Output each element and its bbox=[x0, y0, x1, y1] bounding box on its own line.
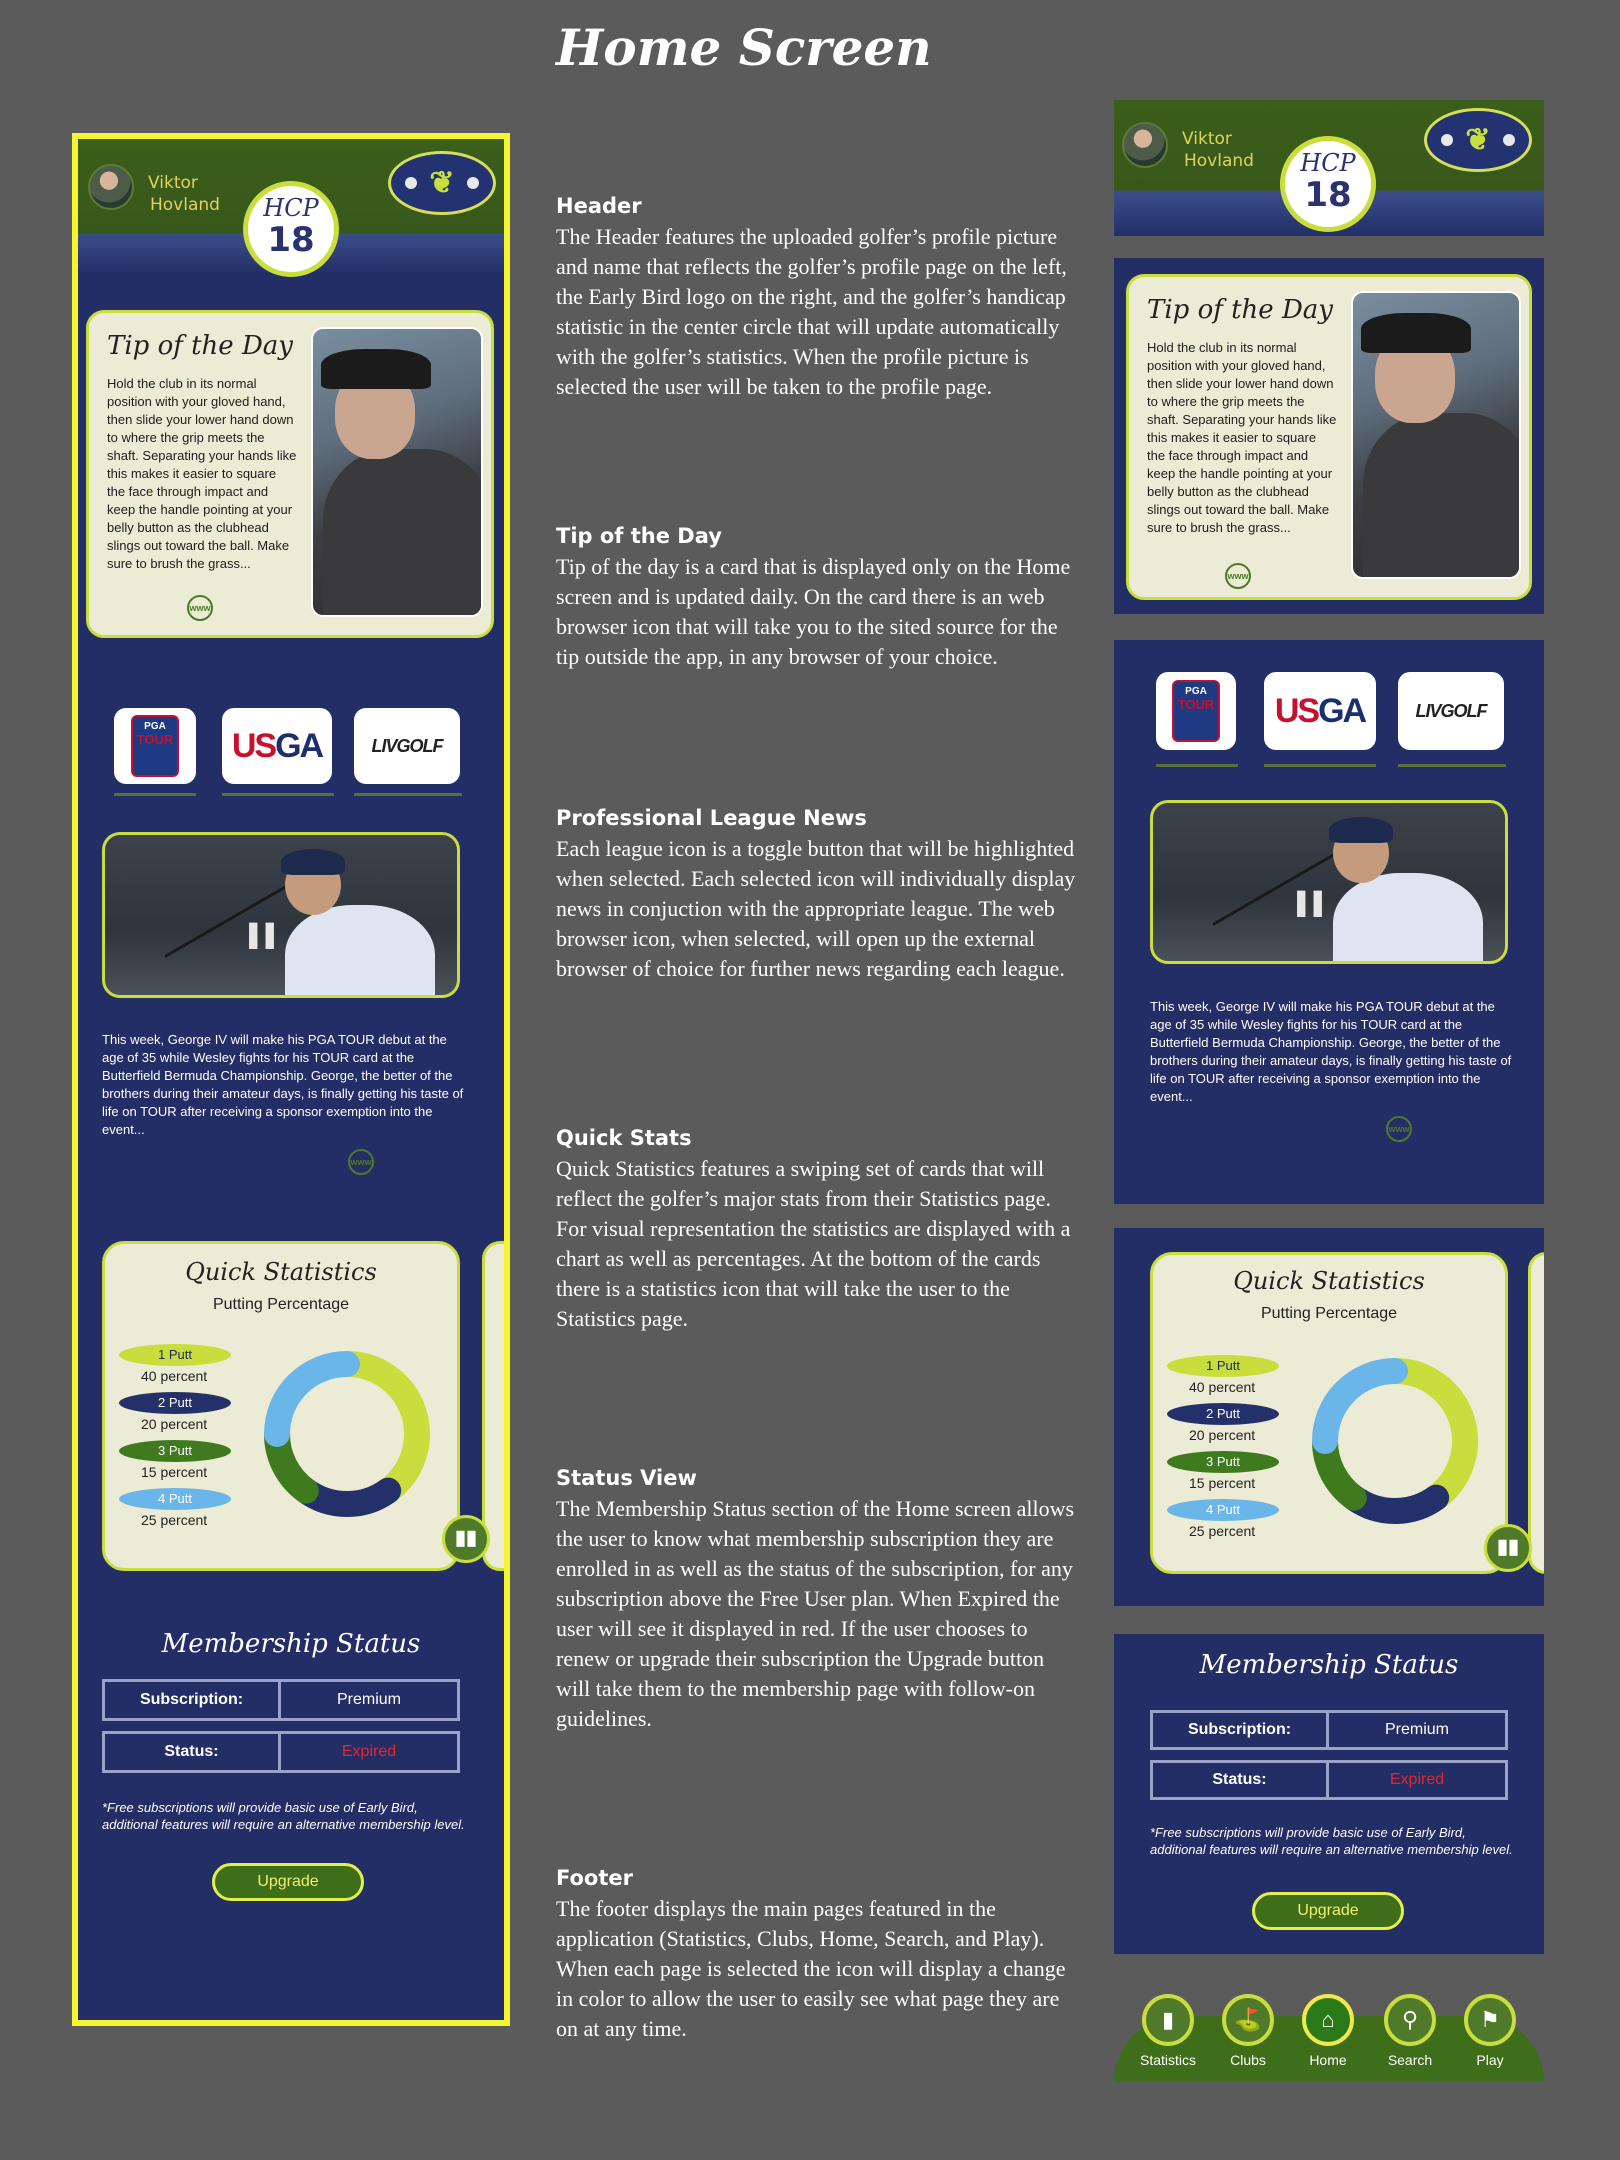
statistics-icon[interactable]: ▮▮ bbox=[1484, 1524, 1532, 1572]
usga-toggle[interactable]: USGA bbox=[222, 708, 332, 784]
putt-percent: 25 percent bbox=[1189, 1523, 1256, 1539]
tip-photo bbox=[311, 327, 483, 617]
avatar[interactable] bbox=[1122, 122, 1168, 168]
news-text: This week, George IV will make his PGA TOUR debut at the age of 35 while Wesley fights for his TOUR card at the Butterfield Bermuda Championship. George, the better of the brothers during their amateur days, is finally getting his taste of life on TOUR after receiving a sponsor exemption into the event... bbox=[1150, 999, 1512, 1104]
desc-footer-heading: Footer bbox=[556, 1866, 633, 1890]
desc-status-heading: Status View bbox=[556, 1466, 697, 1490]
subscription-row: Subscription: Premium bbox=[102, 1679, 460, 1721]
putt-legend-pill: 4 Putt bbox=[1167, 1499, 1279, 1521]
quick-stats-card: Quick Statistics Putting Percentage 1 Putt 40 percent 2 Putt 20 percent 3 Putt 15 percent 4 Putt 25 percent bbox=[102, 1241, 460, 1571]
upgrade-button[interactable]: Upgrade bbox=[212, 1863, 364, 1901]
league-news-section bbox=[1114, 640, 1544, 1204]
tip-photo bbox=[1351, 291, 1521, 579]
tip-of-the-day-card: Tip of the Day Hold the club in its normal position with your gloved hand, then slide your lower hand down to where the grip meets the shaft. Separating your hands like this makes it easier to square the face through impact and keep the handle pointing at your belly button as the clubhead slings out toward the ball. Make sure to brush the grass... www bbox=[1126, 274, 1532, 600]
footer-nav: ▮ Statistics ⛳ Clubs ⌂ Home ⚲ Search ⚑ Play bbox=[1114, 1988, 1544, 2082]
donut-slice-1 bbox=[1395, 1371, 1465, 1498]
pga-tour-toggle[interactable]: PGA TOUR bbox=[114, 708, 196, 784]
putt-percent: 25 percent bbox=[141, 1512, 208, 1528]
putt-legend-pill: 2 Putt bbox=[119, 1392, 231, 1414]
tip-text: Hold the club in its normal position with your gloved hand, then slide your lower hand down to where the grip meets the shaft. Separating your hands like this makes it easier to square the face through impact and keep the handle pointing at your belly button as the clubhead slings out toward the ball. Make sure to brush the grass... bbox=[107, 376, 297, 571]
quick-stats-section bbox=[1114, 1228, 1544, 1606]
handicap-circle: HCP 18 bbox=[243, 181, 339, 277]
tip-section bbox=[1114, 258, 1544, 614]
statistics-icon[interactable]: ▮▮ bbox=[442, 1515, 490, 1563]
desc-status-text: The Membership Status section of the Home screen allows the user to know what membership subscription they are enrolled in as well as the status of the subscription, for any subscription above the Free User plan. When Expired the user will see it displayed in red. If the user chooses to renew or upgrade their subscription the Upgrade button will take them to the membership page with follow-on guidelines. bbox=[556, 1496, 1075, 1731]
membership-note: *Free subscriptions will provide basic use of Early Bird, additional features will require an alternative membership level. bbox=[102, 1800, 465, 1832]
handicap-circle: HCP 18 bbox=[1280, 136, 1376, 232]
upgrade-button[interactable]: Upgrade bbox=[1252, 1892, 1404, 1930]
status-expired: Expired bbox=[341, 1743, 397, 1760]
bird-icon: ❦ bbox=[429, 166, 455, 200]
putt-legend-pill: 1 Putt bbox=[119, 1344, 231, 1366]
putt-percent: 40 percent bbox=[141, 1368, 208, 1384]
footer-statistics-button[interactable] bbox=[1142, 1994, 1194, 2046]
web-browser-icon[interactable]: www bbox=[1386, 1116, 1412, 1142]
statistics-icon: ▮ bbox=[1161, 2007, 1175, 2032]
golfer-name[interactable]: Viktor Hovland bbox=[1182, 129, 1254, 171]
flag-icon: ⚑ bbox=[1480, 2007, 1500, 2032]
footer-search-button[interactable] bbox=[1384, 1994, 1436, 2046]
membership-title: Membership Status bbox=[161, 1629, 421, 1659]
early-bird-logo bbox=[1424, 108, 1532, 172]
putt-legend-pill: 3 Putt bbox=[119, 1440, 231, 1462]
putt-percent: 15 percent bbox=[1189, 1475, 1256, 1491]
news-text: This week, George IV will make his PGA TOUR debut at the age of 35 while Wesley fights for his TOUR card at the Butterfield Bermuda Championship. George, the better of the brothers during their amateur days, is finally getting his taste of life on TOUR after receiving a sponsor exemption into the event... bbox=[102, 1032, 464, 1137]
news-photo: ıı bbox=[102, 832, 460, 998]
desc-header-heading: Header bbox=[556, 194, 642, 218]
footer-clubs-button[interactable] bbox=[1222, 1994, 1274, 2046]
desc-stats-heading: Quick Stats bbox=[556, 1126, 692, 1150]
putt-percent: 20 percent bbox=[141, 1416, 208, 1432]
putt-percent: 15 percent bbox=[141, 1464, 208, 1480]
avatar[interactable] bbox=[88, 164, 134, 210]
putt-percent: 40 percent bbox=[1189, 1379, 1256, 1395]
next-stats-card[interactable] bbox=[1528, 1252, 1544, 1574]
liv-golf-toggle[interactable]: LIVGOLF bbox=[1398, 672, 1504, 750]
tip-of-the-day-card bbox=[86, 310, 494, 638]
web-browser-icon[interactable]: www bbox=[348, 1149, 374, 1175]
membership-section: Membership Status Subscription: Premium Status: Expired *Free subscriptions will provide basic use of Early Bird, additional features will require an alternative membership level. Upgrade bbox=[1114, 1634, 1544, 1954]
status-row: Status: Expired bbox=[1150, 1760, 1508, 1800]
desc-header-text: The Header features the uploaded golfer’s profile picture and name that reflects the golfer’s profile page on the left, the Early Bird logo on the right, and the golfer’s handicap statistic in the center circle that will update automatically with the golfer’s statistics. When the profile picture is selected the user will be taken to the profile page. bbox=[556, 224, 1067, 399]
quick-stats-card: Quick Statistics Putting Percentage 1 Putt 40 percent 2 Putt 20 percent 3 Putt 15 percent 4 Putt 25 percent bbox=[1150, 1252, 1508, 1574]
desc-tip-text: Tip of the day is a card that is displayed only on the Home screen and is updated daily. On the card there is an web browser icon that will take you to the sited source for the tip outside the app, in any browser of your choice. bbox=[556, 554, 1071, 669]
tip-title: Tip of the Day bbox=[107, 331, 293, 361]
status-expired: Expired bbox=[1389, 1771, 1445, 1788]
donut-slice-1 bbox=[347, 1364, 417, 1491]
putt-legend-pill: 3 Putt bbox=[1167, 1451, 1279, 1473]
putt-percent: 20 percent bbox=[1189, 1427, 1256, 1443]
putt-legend-pill: 4 Putt bbox=[119, 1488, 231, 1510]
footer-play-button[interactable] bbox=[1464, 1994, 1516, 2046]
clubs-icon: ⛳ bbox=[1234, 2007, 1262, 2032]
next-stats-card[interactable] bbox=[482, 1241, 510, 1571]
desc-tip-heading: Tip of the Day bbox=[556, 524, 722, 548]
home-icon: ⌂ bbox=[1321, 2007, 1335, 2032]
desc-footer-text: The footer displays the main pages featured in the application (Statistics, Clubs, Home, Search, and Play). When each page is selected the icon will display a change in color to allow the user to easily see what page they are on at any time. bbox=[556, 1896, 1066, 2041]
subscription-row: Subscription: Premium bbox=[1150, 1710, 1508, 1750]
bird-icon: ❦ bbox=[1465, 123, 1491, 157]
news-photo: ıı bbox=[1150, 800, 1508, 964]
search-icon: ⚲ bbox=[1401, 2007, 1419, 2032]
liv-golf-toggle[interactable]: LIVGOLF bbox=[354, 708, 460, 784]
golfer-name[interactable]: Viktor Hovland bbox=[148, 173, 220, 215]
home-screen-mockup bbox=[72, 133, 510, 2026]
usga-toggle[interactable]: USGA bbox=[1264, 672, 1376, 750]
putt-legend-pill: 2 Putt bbox=[1167, 1403, 1279, 1425]
web-browser-icon[interactable]: www bbox=[1225, 563, 1251, 589]
desc-stats-text: Quick Statistics features a swiping set of cards that will reflect the golfer’s major stats from their Statistics page. For visual representation the statistics are displayed with a chart as well as percentages. At the bottom of the cards there is a statistics icon that will take the user to the Statistics page. bbox=[556, 1156, 1071, 1331]
desc-league-text: Each league icon is a toggle button that will be highlighted when selected. Each selected icon will individually display news in conjuction with the appropriate league. The web browser icon, when selected, will open up the external browser of choice for further news regarding each league. bbox=[556, 836, 1076, 981]
desc-league-heading: Professional League News bbox=[556, 806, 867, 830]
footer-home-button[interactable] bbox=[1302, 1994, 1354, 2046]
header-section bbox=[1114, 100, 1544, 236]
membership-note: *Free subscriptions will provide basic use of Early Bird, additional features will require an alternative membership level. bbox=[1150, 1825, 1513, 1857]
donut-slice-4 bbox=[1325, 1371, 1395, 1441]
putt-legend-pill: 1 Putt bbox=[1167, 1355, 1279, 1377]
pga-tour-toggle[interactable]: PGA TOUR bbox=[1156, 672, 1236, 750]
web-browser-icon[interactable]: www bbox=[187, 595, 213, 621]
early-bird-logo bbox=[388, 151, 496, 215]
status-row: Status: Expired bbox=[102, 1731, 460, 1773]
donut-slice-4 bbox=[277, 1364, 347, 1434]
page-title: Home Screen bbox=[556, 18, 932, 77]
